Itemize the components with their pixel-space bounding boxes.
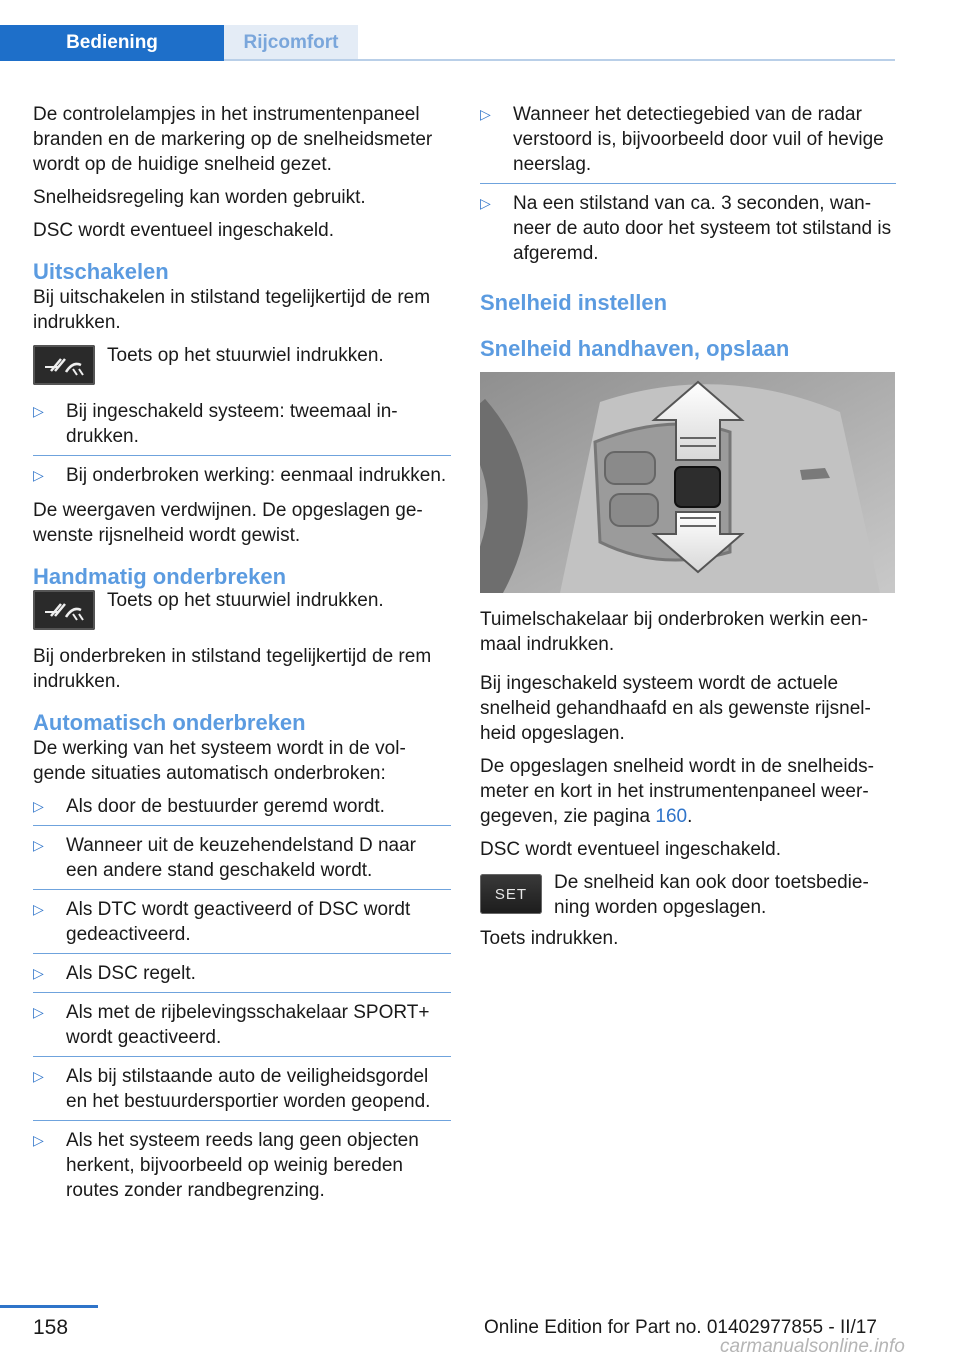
cruise-control-button-icon — [33, 345, 95, 385]
list-item: ▷ Wanneer het detectiegebied van de radar verstoord is, bijvoorbeeld door vuil of hevige neerslag. — [480, 102, 896, 184]
footer-rule — [0, 1305, 98, 1308]
list-uitschakelen — [33, 399, 451, 494]
tab-rijcomfort[interactable]: Rijcomfort — [224, 25, 358, 61]
heading-automatisch: Automatisch onderbreken — [33, 710, 306, 735]
list-item: ▷ Als DTC wordt geactiveerd of DSC wordt gedeactiveerd. — [33, 897, 451, 954]
triangle-bullet-icon: ▷ — [33, 837, 44, 853]
edition-text: Online Edition for Part no. 01402977855 - II/17 — [484, 1317, 877, 1338]
list-automatisch — [33, 794, 451, 1209]
list-automatisch-continued — [480, 102, 896, 272]
paragraph: De opgeslagen snelheid wordt in de snelheidsmeter en kort in het instrumentenpaneel weergegeven, zie pagina 160. — [480, 756, 874, 827]
list-item: ▷ Als bij stilstaande auto de veiligheidsgordel en het bestuurdersportier worden geopend. — [33, 1064, 451, 1121]
paragraph: Snelheidsregeling kan worden gebruikt. — [33, 187, 366, 208]
icon-caption: De snelheid kan ook door toetsbediening worden opgeslagen. — [554, 872, 869, 918]
left-column — [33, 102, 451, 1213]
triangle-bullet-icon: ▷ — [480, 106, 491, 122]
paragraph: DSC wordt eventueel ingeschakeld. — [480, 839, 782, 860]
cruise-control-button-icon — [33, 590, 95, 630]
paragraph: De werking van het systeem wordt in de volgende situaties automatisch onderbroken: — [33, 738, 406, 784]
triangle-bullet-icon: ▷ — [33, 467, 44, 483]
list-item: ▷ Bij ingeschakeld systeem: tweemaal indrukken. — [33, 399, 451, 456]
header-rule — [224, 59, 895, 61]
icon-row — [480, 870, 896, 920]
icon-caption: Toets op het stuurwiel indrukken. — [107, 345, 384, 366]
list-item: ▷ Wanneer uit de keuzehendelstand D naar een andere stand geschakeld wordt. — [33, 833, 451, 890]
list-item: ▷ Bij onderbroken werking: eenmaal indrukken. — [33, 465, 447, 486]
list-item: ▷ Als met de rijbelevingsschakelaar SPORT+ wordt geactiveerd. — [33, 1000, 451, 1057]
triangle-bullet-icon: ▷ — [33, 965, 44, 981]
triangle-bullet-icon: ▷ — [33, 1004, 44, 1020]
list-item: ▷ Na een stilstand van ca. 3 seconden, wanneer de auto door het systeem tot stilstand is afgeremd. — [480, 193, 892, 264]
paragraph: Bij onderbreken in stilstand tegelijkertijd de rem indrukken. — [33, 646, 432, 692]
heading-snelheid-instellen: Snelheid instellen — [480, 290, 668, 315]
icon-row — [33, 588, 451, 632]
tab-bediening[interactable]: Bediening — [0, 25, 224, 61]
icon-row — [33, 343, 451, 387]
triangle-bullet-icon: ▷ — [33, 901, 44, 917]
list-item: ▷ Als het systeem reeds lang geen objecten herkent, bijvoorbeeld op weinig bereden routes zonder randbegrenzing. — [33, 1130, 419, 1201]
set-button-icon: SET — [480, 874, 542, 914]
heading-snelheid-handhaven: Snelheid handhaven, opslaan — [480, 336, 790, 361]
paragraph: DSC wordt eventueel ingeschakeld. — [33, 220, 335, 241]
list-item: ▷ Als door de bestuurder geremd wordt. — [33, 794, 451, 826]
icon-caption: Toets op het stuurwiel indrukken. — [107, 590, 384, 611]
steering-wheel-rocker-illustration — [480, 372, 895, 593]
paragraph: De weergaven verdwijnen. De opgeslagen gewenste rijsnelheid wordt gewist. — [33, 500, 423, 546]
paragraph: De controlelampjes in het instrumentenpaneel branden en de markering op de snelheidsmeter wordt op de huidige snelheid gezet. — [33, 104, 433, 175]
page-link[interactable]: 160 — [655, 806, 688, 827]
paragraph: Bij uitschakelen in stilstand tegelijkertijd de rem indrukken. — [33, 287, 431, 333]
triangle-bullet-icon: ▷ — [480, 195, 491, 211]
paragraph: Bij ingeschakeld systeem wordt de actuele snelheid gehandhaafd en als gewenste rijsnelheid opgeslagen. — [480, 673, 871, 744]
triangle-bullet-icon: ▷ — [33, 1132, 44, 1148]
list-item: ▷ Als DSC regelt. — [33, 961, 451, 993]
header-tabs — [0, 25, 358, 61]
triangle-bullet-icon: ▷ — [33, 403, 44, 419]
paragraph: Toets indrukken. — [480, 928, 619, 949]
heading-uitschakelen: Uitschakelen — [33, 259, 169, 284]
page-number: 158 — [33, 1316, 69, 1339]
figure-caption: Tuimelschakelaar bij onderbroken werkin eenmaal indrukken. — [480, 609, 868, 655]
right-column — [480, 102, 896, 959]
heading-handmatig: Handmatig onderbreken — [33, 564, 287, 589]
triangle-bullet-icon: ▷ — [33, 798, 44, 814]
watermark: carmanualsonline.info — [720, 1336, 905, 1357]
triangle-bullet-icon: ▷ — [33, 1068, 44, 1084]
